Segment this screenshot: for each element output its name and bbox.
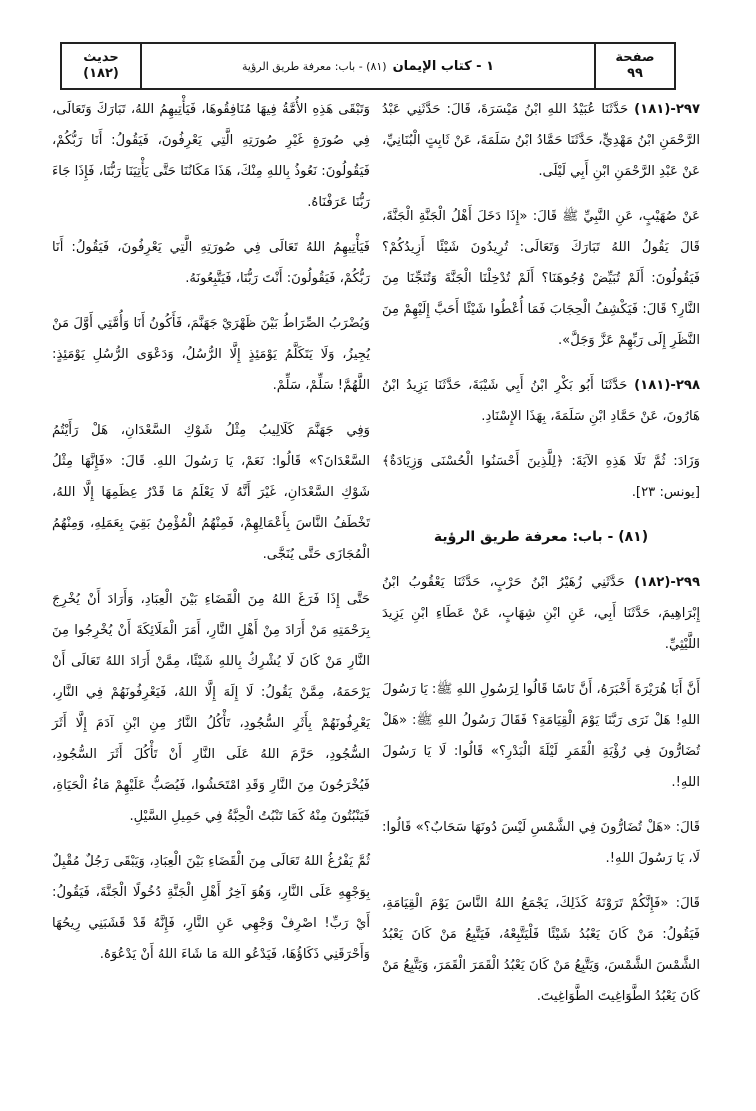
page-number-box xyxy=(594,44,674,88)
hadith-text: وَزَادَ: ثُمَّ تَلَا هَذِهِ الآيَةَ: ﴿لِلَّذِينَ أَحْسَنُوا الْحُسْنَى وَزِيَادَةٌ﴾ [يونس: ٢٣]. xyxy=(382,454,700,500)
chapter-heading: (٨١) - باب: معرفة طريق الرؤية xyxy=(433,529,649,545)
right-text-column xyxy=(382,94,700,1026)
hadith-text: قَالَ: «فَإِنَّكُمْ تَرَوْنَهُ كَذَلِكَ، يَجْمَعُ اللهُ النَّاسَ يَوْمَ الْقِيَامَةِ، فَيَقُولُ: مَنْ كَانَ يَعْبُدُ شَيْئًا فَلْيَتَّبِعْهُ، فَيَتَّبِعُ مَنْ كَانَ يَعْبُدُ الشَّمْسَ الشَّمْسَ، وَيَتَّبِعُ مَنْ كَانَ يَعْبُدُ الْقَمَرَ الْقَمَرَ، وَيَتَّبِعُ مَنْ كَانَ يَعْبُدُ الطَّوَاغِيتَ الطَّوَاغِيتَ. xyxy=(382,896,700,1004)
hadith-paragraph xyxy=(382,370,700,432)
page-number: ٩٩ xyxy=(627,66,643,81)
hadith-paragraph: وَفِي جَهَنَّمَ كَلَالِيبُ مِثْلُ شَوْكِ السَّعْدَانِ، هَلْ رَأَيْتُمُ السَّعْدَانَ؟» قَالُوا: نَعَمْ، يَا رَسُولَ اللهِ. قَالَ: «فَإِنَّهَا مِثْلُ شَوْكِ السَّعْدَانِ، غَيْرَ أَنَّهُ لَا يَعْلَمُ مَا قَدْرُ عِظَمِهَا إِلَّا اللهُ، تَخْطَفُ النَّاسَ بِأَعْمَالِهِمْ، فَمِنْهُمُ الْمُؤْمِنُ بَقِيَ بِعَمَلِهِ، وَمِنْهُمُ الْمُجَازَى حَتَّى يُنَجَّى. xyxy=(52,423,370,562)
hadith-number-label: حديث xyxy=(83,50,119,65)
left-text-column xyxy=(52,94,370,984)
page-number-label: صفحة xyxy=(615,50,655,65)
hadith-paragraph: وَتَبْقَى هَذِهِ الأُمَّةُ فِيهَا مُنَافِقُوهَا، فَيَأْتِيهِمُ اللهُ، تَبَارَكَ وَتَعَالَى، فِي صُورَةٍ غَيْرِ صُورَتِهِ الَّتِي يَعْرِفُونَ، فَيَقُولُ: أَنَا رَبُّكُمْ، فَيَقُولُونَ: نَعُوذُ بِاللهِ مِنْكَ، هَذَا مَكَانُنَا حَتَّى يَأْتِيَنَا رَبُّنَا، فَإِذَا جَاءَ رَبُّنَا عَرَفْنَاهُ. xyxy=(52,102,370,210)
hadith-paragraph xyxy=(382,888,700,1012)
book-title: ١ - كتاب الإيمان xyxy=(392,58,495,74)
hadith-paragraph xyxy=(382,201,700,356)
hadith-paragraph: ثُمَّ يَفْرُغُ اللهُ تَعَالَى مِنَ الْقَضَاءِ بَيْنَ الْعِبَادِ، وَيَبْقَى رَجُلٌ مُقْبِلٌ بِوَجْهِهِ عَلَى النَّارِ، وَهُوَ آخِرُ أَهْلِ الْجَنَّةِ دُخُولًا الْجَنَّةَ، فَيَقُولُ: أَيْ رَبِّ! اصْرِفْ وَجْهِي عَنِ النَّارِ، فَإِنَّهُ قَدْ قَشَبَنِي رِيحُهَا وَأَحْرَقَنِي ذَكَاؤُهَا، فَيَدْعُو اللهَ مَا شَاءَ اللهُ أَنْ يَدْعُوَهُ. xyxy=(52,854,370,962)
page-header xyxy=(60,42,676,90)
hadith-paragraph xyxy=(382,446,700,508)
hadith-paragraph xyxy=(382,567,700,660)
hadith-number: ٢٩٨-(١٨١) xyxy=(634,378,700,393)
hadith-paragraph: فَيَأْتِيهِمُ اللهُ تَعَالَى فِي صُورَتِهِ الَّتِي يَعْرِفُونَ، فَيَقُولُ: أَنَا رَبُّكُمْ، فَيَقُولُونَ: أَنْتَ رَبُّنَا، فَيَتَّبِعُونَهُ. xyxy=(52,240,370,286)
hadith-number: ٢٩٩-(١٨٢) xyxy=(634,575,700,590)
hadith-text: عَنْ صُهَيْبٍ، عَنِ النَّبِيِّ ﷺ قَالَ: «إِذَا دَخَلَ أَهْلُ الْجَنَّةِ الْجَنَّةَ، قَالَ يَقُولُ اللهُ تَبَارَكَ وَتَعَالَى: تُرِيدُونَ شَيْئًا أَزِيدُكُمْ؟ فَيَقُولُونَ: أَلَمْ تُبَيِّضْ وُجُوهَنَا؟ أَلَمْ تُدْخِلْنَا الْجَنَّةَ وَتُنَجِّنَا مِنَ النَّارِ؟ قَالَ: فَيَكْشِفُ الْحِجَابَ فَمَا أُعْطُوا شَيْئًا أَحَبَّ إِلَيْهِمْ مِنَ النَّظَرِ إِلَى رَبِّهِمْ عَزَّ وَجَلَّ». xyxy=(382,209,700,348)
hadith-paragraph xyxy=(382,94,700,187)
hadith-number: ٢٩٧-(١٨١) xyxy=(634,102,700,117)
hadith-paragraph: حَتَّى إِذَا فَرَغَ اللهُ مِنَ الْقَضَاءِ بَيْنَ الْعِبَادِ، وَأَرَادَ أَنْ يُخْرِجَ بِرَحْمَتِهِ مَنْ أَرَادَ مِنْ أَهْلِ النَّارِ، أَمَرَ الْمَلَائِكَةَ أَنْ يُخْرِجُوا مِنَ النَّارِ مَنْ كَانَ لَا يُشْرِكُ بِاللهِ شَيْئًا، مِمَّنْ أَرَادَ اللهُ تَعَالَى أَنْ يَرْحَمَهُ، مِمَّنْ يَقُولُ: لَا إِلَهَ إِلَّا اللهُ، فَيَعْرِفُونَهُمْ فِي النَّارِ، يَعْرِفُونَهُمْ بِأَثَرِ السُّجُودِ، تَأْكُلُ النَّارُ مِنِ ابْنِ آدَمَ إِلَّا أَثَرَ السُّجُودِ، حَرَّمَ اللهُ عَلَى النَّارِ أَنْ تَأْكُلَ أَثَرَ السُّجُودِ، فَيُخْرَجُونَ مِنَ النَّارِ وَقَدِ امْتَحَشُوا، فَيُصَبُّ عَلَيْهِمْ مَاءُ الْحَيَاةِ، فَيَنْبُتُونَ مِنْهُ كَمَا تَنْبُتُ الْحِبَّةُ فِي حَمِيلِ السَّيْلِ. xyxy=(52,592,370,824)
hadith-paragraph xyxy=(382,674,700,798)
hadith-paragraph: وَيُضْرَبُ الصِّرَاطُ بَيْنَ ظَهْرَيْ جَهَنَّمَ، فَأَكُونُ أَنَا وَأُمَّتِي أَوَّلَ مَنْ يُجِيزُ، وَلَا يَتَكَلَّمُ يَوْمَئِذٍ إِلَّا الرُّسُلُ، وَدَعْوَى الرُّسُلِ يَوْمَئِذٍ: اللَّهُمَّ! سَلِّمْ، سَلِّمْ. xyxy=(52,316,370,393)
hadith-text: أَنَّ أَبَا هُرَيْرَةَ أَخْبَرَهُ، أَنَّ نَاسًا قَالُوا لِرَسُولِ اللهِ ﷺ: يَا رَسُولَ اللهِ! هَلْ نَرَى رَبَّنَا يَوْمَ الْقِيَامَةِ؟ فَقَالَ رَسُولُ اللهِ ﷺ: «هَلْ تُضَارُّونَ فِي رُؤْيَةِ الْقَمَرِ لَيْلَةَ الْبَدْرِ؟» قَالُوا: لَا يَا رَسُولَ اللهِ!. xyxy=(382,682,700,790)
chapter-reference: (٨١) - باب: معرفة طريق الرؤية xyxy=(242,59,387,73)
hadith-text: حَدَّثَنِي زُهَيْرُ ابْنُ حَرْبٍ، حَدَّثَنَا يَعْقُوبُ ابْنُ إِبْرَاهِيمَ، حَدَّثَنَا أَبِي، عَنِ ابْنِ شِهَابٍ، عَنْ عَطَاءِ ابْنِ يَزِيدَ اللَّيْثِيِّ. xyxy=(382,575,700,652)
hadith-paragraph xyxy=(382,812,700,874)
hadith-number-box xyxy=(62,44,142,88)
running-title xyxy=(142,44,594,88)
hadith-text: قَالَ: «هَلْ تُضَارُّونَ فِي الشَّمْسِ لَيْسَ دُونَهَا سَحَابٌ؟» قَالُوا: لَا، يَا رَسُولَ اللهِ!. xyxy=(382,820,700,866)
hadith-text: حَدَّثَنَا أَبُو بَكْرِ ابْنُ أَبِي شَيْبَةَ، حَدَّثَنَا يَزِيدُ ابْنُ هَارُونَ، عَنْ حَمَّادِ ابْنِ سَلَمَةَ، بِهَذَا الإِسْنَادِ. xyxy=(382,378,700,424)
hadith-number: (١٨٢) xyxy=(83,66,119,81)
hadith-text: حَدَّثَنَا عُبَيْدُ اللهِ ابْنُ مَيْسَرَةَ، قَالَ: حَدَّثَنِي عَبْدُ الرَّحْمَنِ ابْنُ مَهْدِيٍّ، حَدَّثَنَا حَمَّادُ ابْنُ سَلَمَةَ، عَنْ ثَابِتٍ الْبُنَانِيِّ، عَنْ عَبْدِ الرَّحْمَنِ ابْنِ أَبِي لَيْلَى. xyxy=(382,102,700,179)
